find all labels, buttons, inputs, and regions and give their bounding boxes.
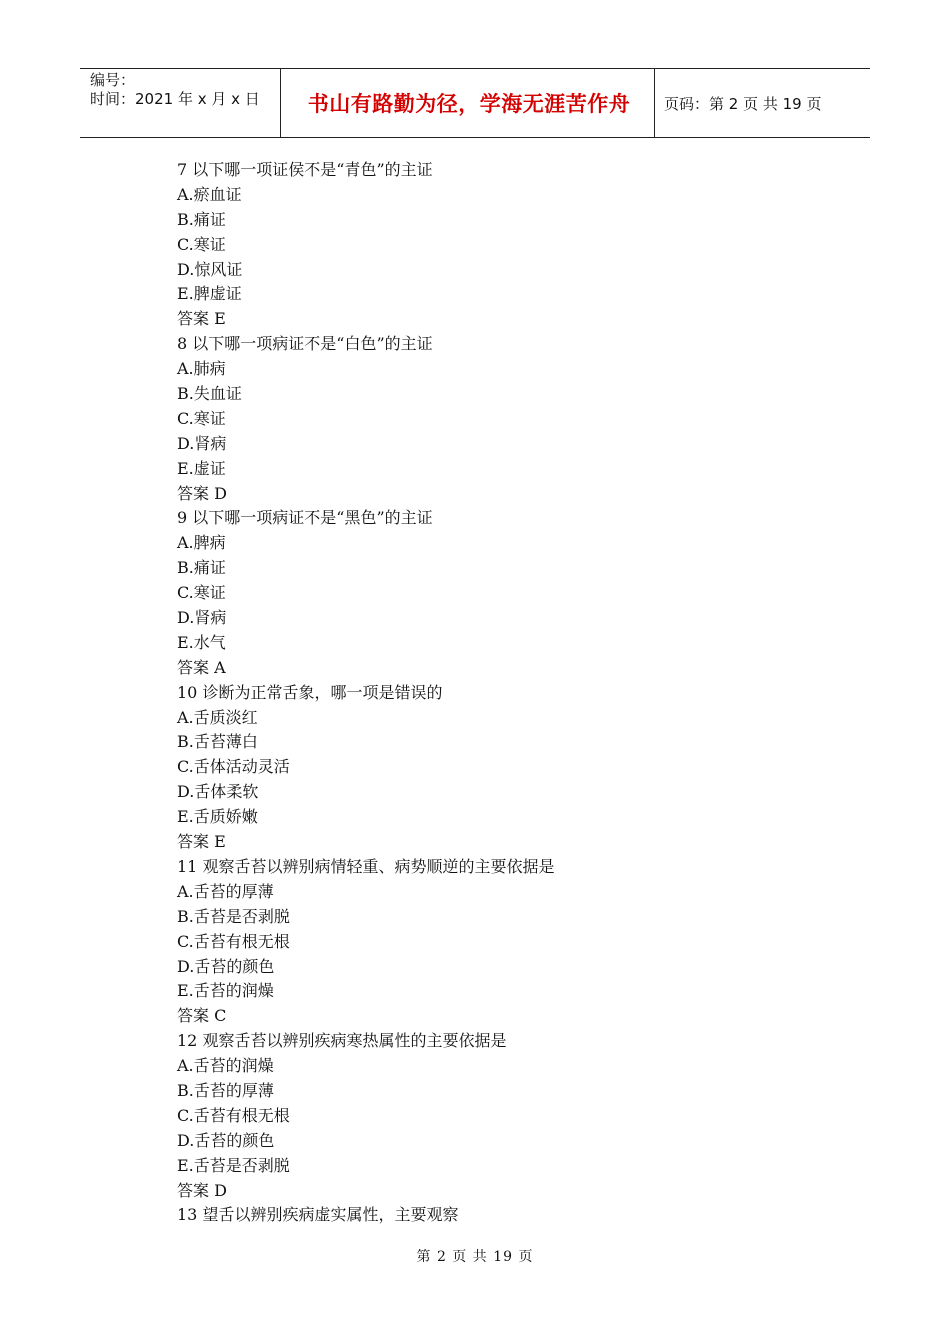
text-line: 8 以下哪一项病证不是“白色”的主证 bbox=[177, 334, 433, 354]
header-meta bbox=[90, 71, 260, 109]
header-divider-1 bbox=[280, 69, 281, 137]
text-line: D.肾病 bbox=[177, 433, 227, 453]
text-line: D.肾病 bbox=[177, 608, 227, 628]
text-line: B.痛证 bbox=[177, 558, 226, 578]
text-line: C.舌苔有根无根 bbox=[177, 931, 290, 951]
text-line: 答案 A bbox=[177, 657, 226, 677]
text-line: E.舌质娇嫩 bbox=[177, 807, 258, 827]
text-line: E.虚证 bbox=[177, 458, 226, 478]
text-line: D.惊风证 bbox=[177, 259, 243, 279]
text-line: B.舌苔的厚薄 bbox=[177, 1080, 274, 1100]
text-line: B.舌苔薄白 bbox=[177, 732, 258, 752]
text-line: 10 诊断为正常舌象，哪一项是错误的 bbox=[177, 682, 443, 702]
text-line: A.脾病 bbox=[177, 533, 226, 553]
text-line: 9 以下哪一项病证不是“黑色”的主证 bbox=[177, 508, 433, 528]
header-motto: 书山有路勤为径，学海无涯苦作舟 bbox=[307, 92, 631, 116]
text-line: 答案 D bbox=[177, 1180, 227, 1200]
text-line: 答案 E bbox=[177, 309, 226, 329]
text-line: C.舌体活动灵活 bbox=[177, 757, 290, 777]
document-body bbox=[177, 158, 867, 1228]
text-line: 13 望舌以辨别疾病虚实属性，主要观察 bbox=[177, 1205, 459, 1225]
text-line: E.水气 bbox=[177, 632, 226, 652]
text-line: D.舌苔的颜色 bbox=[177, 956, 275, 976]
header-page-info: 页码：第 2 页 共 19 页 bbox=[664, 94, 822, 113]
text-line: D.舌苔的颜色 bbox=[177, 1130, 275, 1150]
header-divider-2 bbox=[654, 69, 655, 137]
text-line: B.舌苔是否剥脱 bbox=[177, 906, 290, 926]
text-line: B.痛证 bbox=[177, 209, 226, 229]
text-line: A.舌苔的润燥 bbox=[177, 1056, 274, 1076]
number-label: 编号： bbox=[90, 71, 136, 89]
time-label: 时间：2021 年 x 月 x 日 bbox=[90, 90, 260, 108]
page-footer: 第 2 页 共 19 页 bbox=[416, 1249, 534, 1265]
text-line: E.脾虚证 bbox=[177, 284, 242, 304]
text-line: D.舌体柔软 bbox=[177, 782, 259, 802]
text-line: E.舌苔是否剥脱 bbox=[177, 1155, 290, 1175]
text-line: C.舌苔有根无根 bbox=[177, 1105, 290, 1125]
text-line: A.肺病 bbox=[177, 359, 226, 379]
text-line: C.寒证 bbox=[177, 408, 226, 428]
text-line: 答案 D bbox=[177, 483, 227, 503]
text-line: C.寒证 bbox=[177, 234, 226, 254]
text-line: C.寒证 bbox=[177, 583, 226, 603]
text-line: 答案 E bbox=[177, 832, 226, 852]
text-line: A.舌苔的厚薄 bbox=[177, 881, 274, 901]
text-line: E.舌苔的润燥 bbox=[177, 981, 274, 1001]
page-header bbox=[80, 68, 870, 138]
text-line: 12 观察舌苔以辨别疾病寒热属性的主要依据是 bbox=[177, 1031, 507, 1051]
text-line: 答案 C bbox=[177, 1006, 227, 1026]
text-line: 11 观察舌苔以辨别病情轻重、病势顺逆的主要依据是 bbox=[177, 856, 555, 876]
text-line: A.瘀血证 bbox=[177, 184, 242, 204]
text-line: B.失血证 bbox=[177, 384, 242, 404]
text-line: A.舌质淡红 bbox=[177, 707, 258, 727]
text-line: 7 以下哪一项证侯不是“青色”的主证 bbox=[177, 160, 433, 179]
